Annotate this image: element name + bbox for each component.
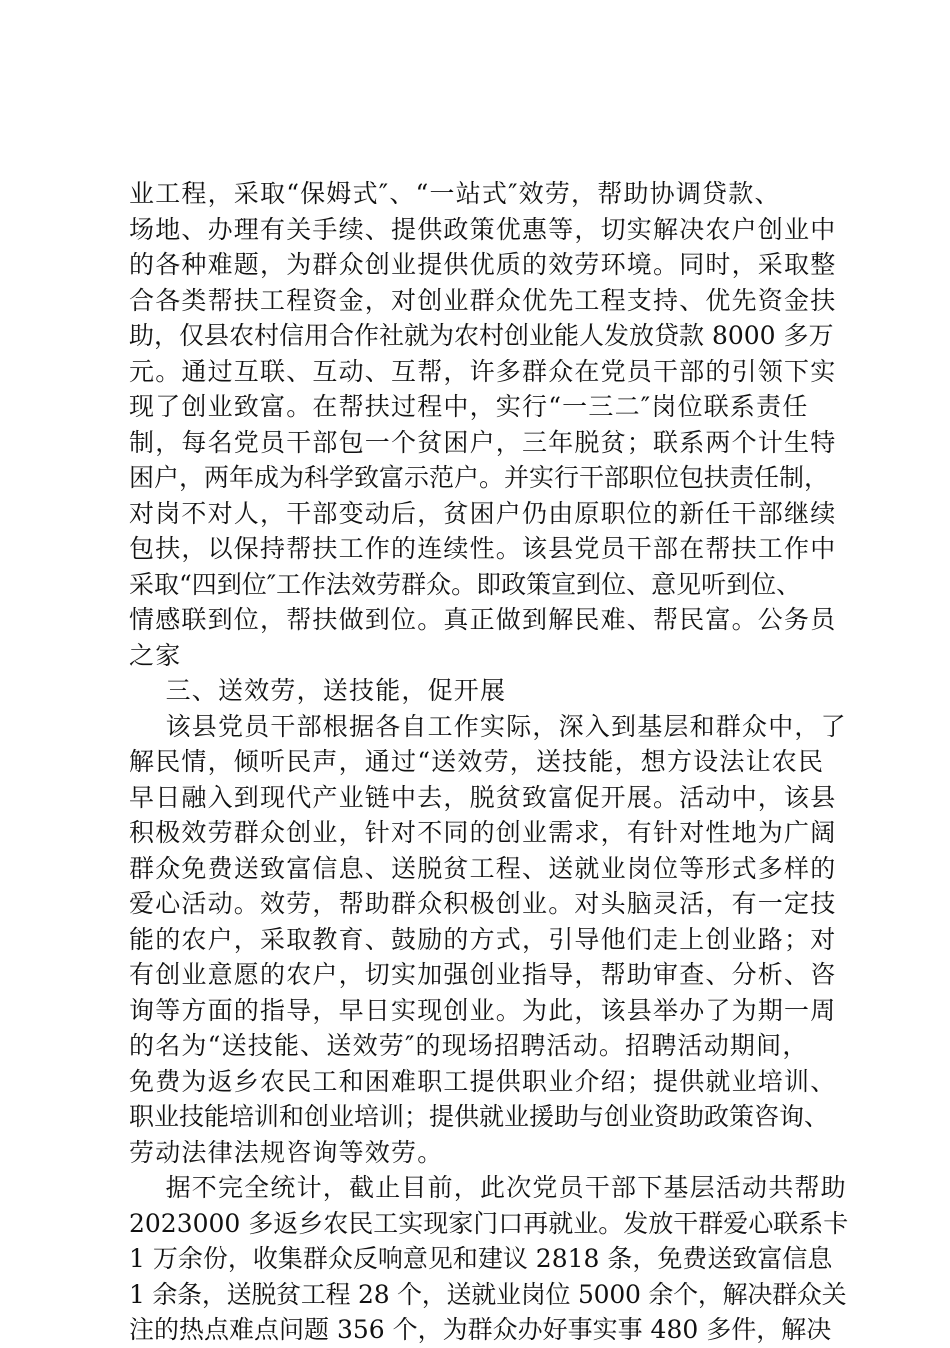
text-line: 包扶，以保持帮扶工作的连续性。该县党员干部在帮扶工作中	[129, 534, 837, 563]
text-line: 早日融入到现代产业链中去，脱贫致富促开展。活动中，该县	[129, 782, 837, 812]
text-line: 有创业意愿的农户，切实加强创业指导，帮助审查、分析、咨	[129, 960, 837, 989]
text-line: 制，每名党员干部包一个贫困户，三年脱贫；联系两个计生特	[129, 427, 837, 457]
text-line: 询等方面的指导，早日实现创业。为此，该县举办了为期一周	[129, 995, 837, 1025]
text-line: 劳动法律法规咨询等效劳。	[129, 1137, 444, 1167]
text-line: 合各类帮扶工程资金，对创业群众优先工程支持、优先资金扶	[129, 285, 837, 315]
text-line: 2023000 多返乡农民工实现家门口再就业。发放干群爱心联系卡	[129, 1208, 849, 1238]
text-line: 之家	[129, 640, 182, 670]
text-line: 现了创业致富。在帮扶过程中，实行“一三二″岗位联系责任	[129, 392, 809, 421]
text-line: 1 余条，送脱贫工程 28 个，送就业岗位 5000 余个，解决群众关	[129, 1279, 847, 1309]
text-line: 1 万余份，收集群众反响意见和建议 2818 条，免费送致富信息	[129, 1244, 833, 1273]
text-line: 业工程，采取“保姆式″、“一站式″效劳，帮助协调贷款、	[129, 179, 781, 208]
text-line: 职业技能培训和创业培训；提供就业援助与创业资助政策咨询、	[129, 1102, 830, 1131]
text-line: 对岗不对人，干部变动后，贫困户仍由原职位的新任干部继续	[129, 498, 837, 528]
document-body	[129, 176, 849, 1348]
text-line: 该县党员干部根据各自工作实际，深入到基层和群众中，了	[129, 711, 847, 741]
text-line: 群众免费送致富信息、送脱贫工程、送就业岗位等形式多样的	[129, 853, 837, 883]
text-line: 情感联到位，帮扶做到位。真正做到解民难、帮民富。公务员	[129, 605, 837, 634]
section-heading: 三、送效劳，送技能，促开展	[129, 676, 507, 705]
text-line: 据不完全统计，截止目前，此次党员干部下基层活动共帮助	[129, 1173, 847, 1202]
text-line: 场地、办理有关手续、提供政策优惠等，切实解决农户创业中	[129, 214, 837, 244]
text-line: 元。通过互联、互动、互帮，许多群众在党员干部的引领下实	[129, 356, 837, 386]
text-line: 解民情，倾听民声，通过“送效劳，送技能，想方设法让农民	[129, 747, 825, 776]
text-line: 的各种难题，为群众创业提供优质的效劳环境。同时，采取整	[129, 250, 837, 279]
text-line: 能的农户，采取教育、鼓励的方式，引导他们走上创业路；对	[129, 924, 837, 954]
text-line: 注的热点难点问题 356 个，为群众办好事实事 480 多件，解决	[129, 1315, 832, 1344]
text-line: 的名为“送技能、送效劳″的现场招聘活动。招聘活动期间，	[129, 1031, 809, 1060]
text-line: 采取“四到位″工作法效劳群众。即政策宣到位、意见听到位、	[129, 569, 802, 599]
text-line: 助，仅县农村信用合作社就为农村创业能人发放贷款 8000 多万	[129, 321, 834, 350]
text-line: 爱心活动。效劳，帮助群众积极创业。对头脑灵活，有一定技	[129, 889, 837, 918]
text-line: 困户，两年成为科学致富示范户。并实行干部职位包扶责任制，	[129, 463, 830, 492]
text-line: 免费为返乡农民工和困难职工提供职业介绍；提供就业培训、	[129, 1066, 837, 1096]
text-line: 积极效劳群众创业，针对不同的创业需求，有针对性地为广阔	[129, 818, 837, 847]
